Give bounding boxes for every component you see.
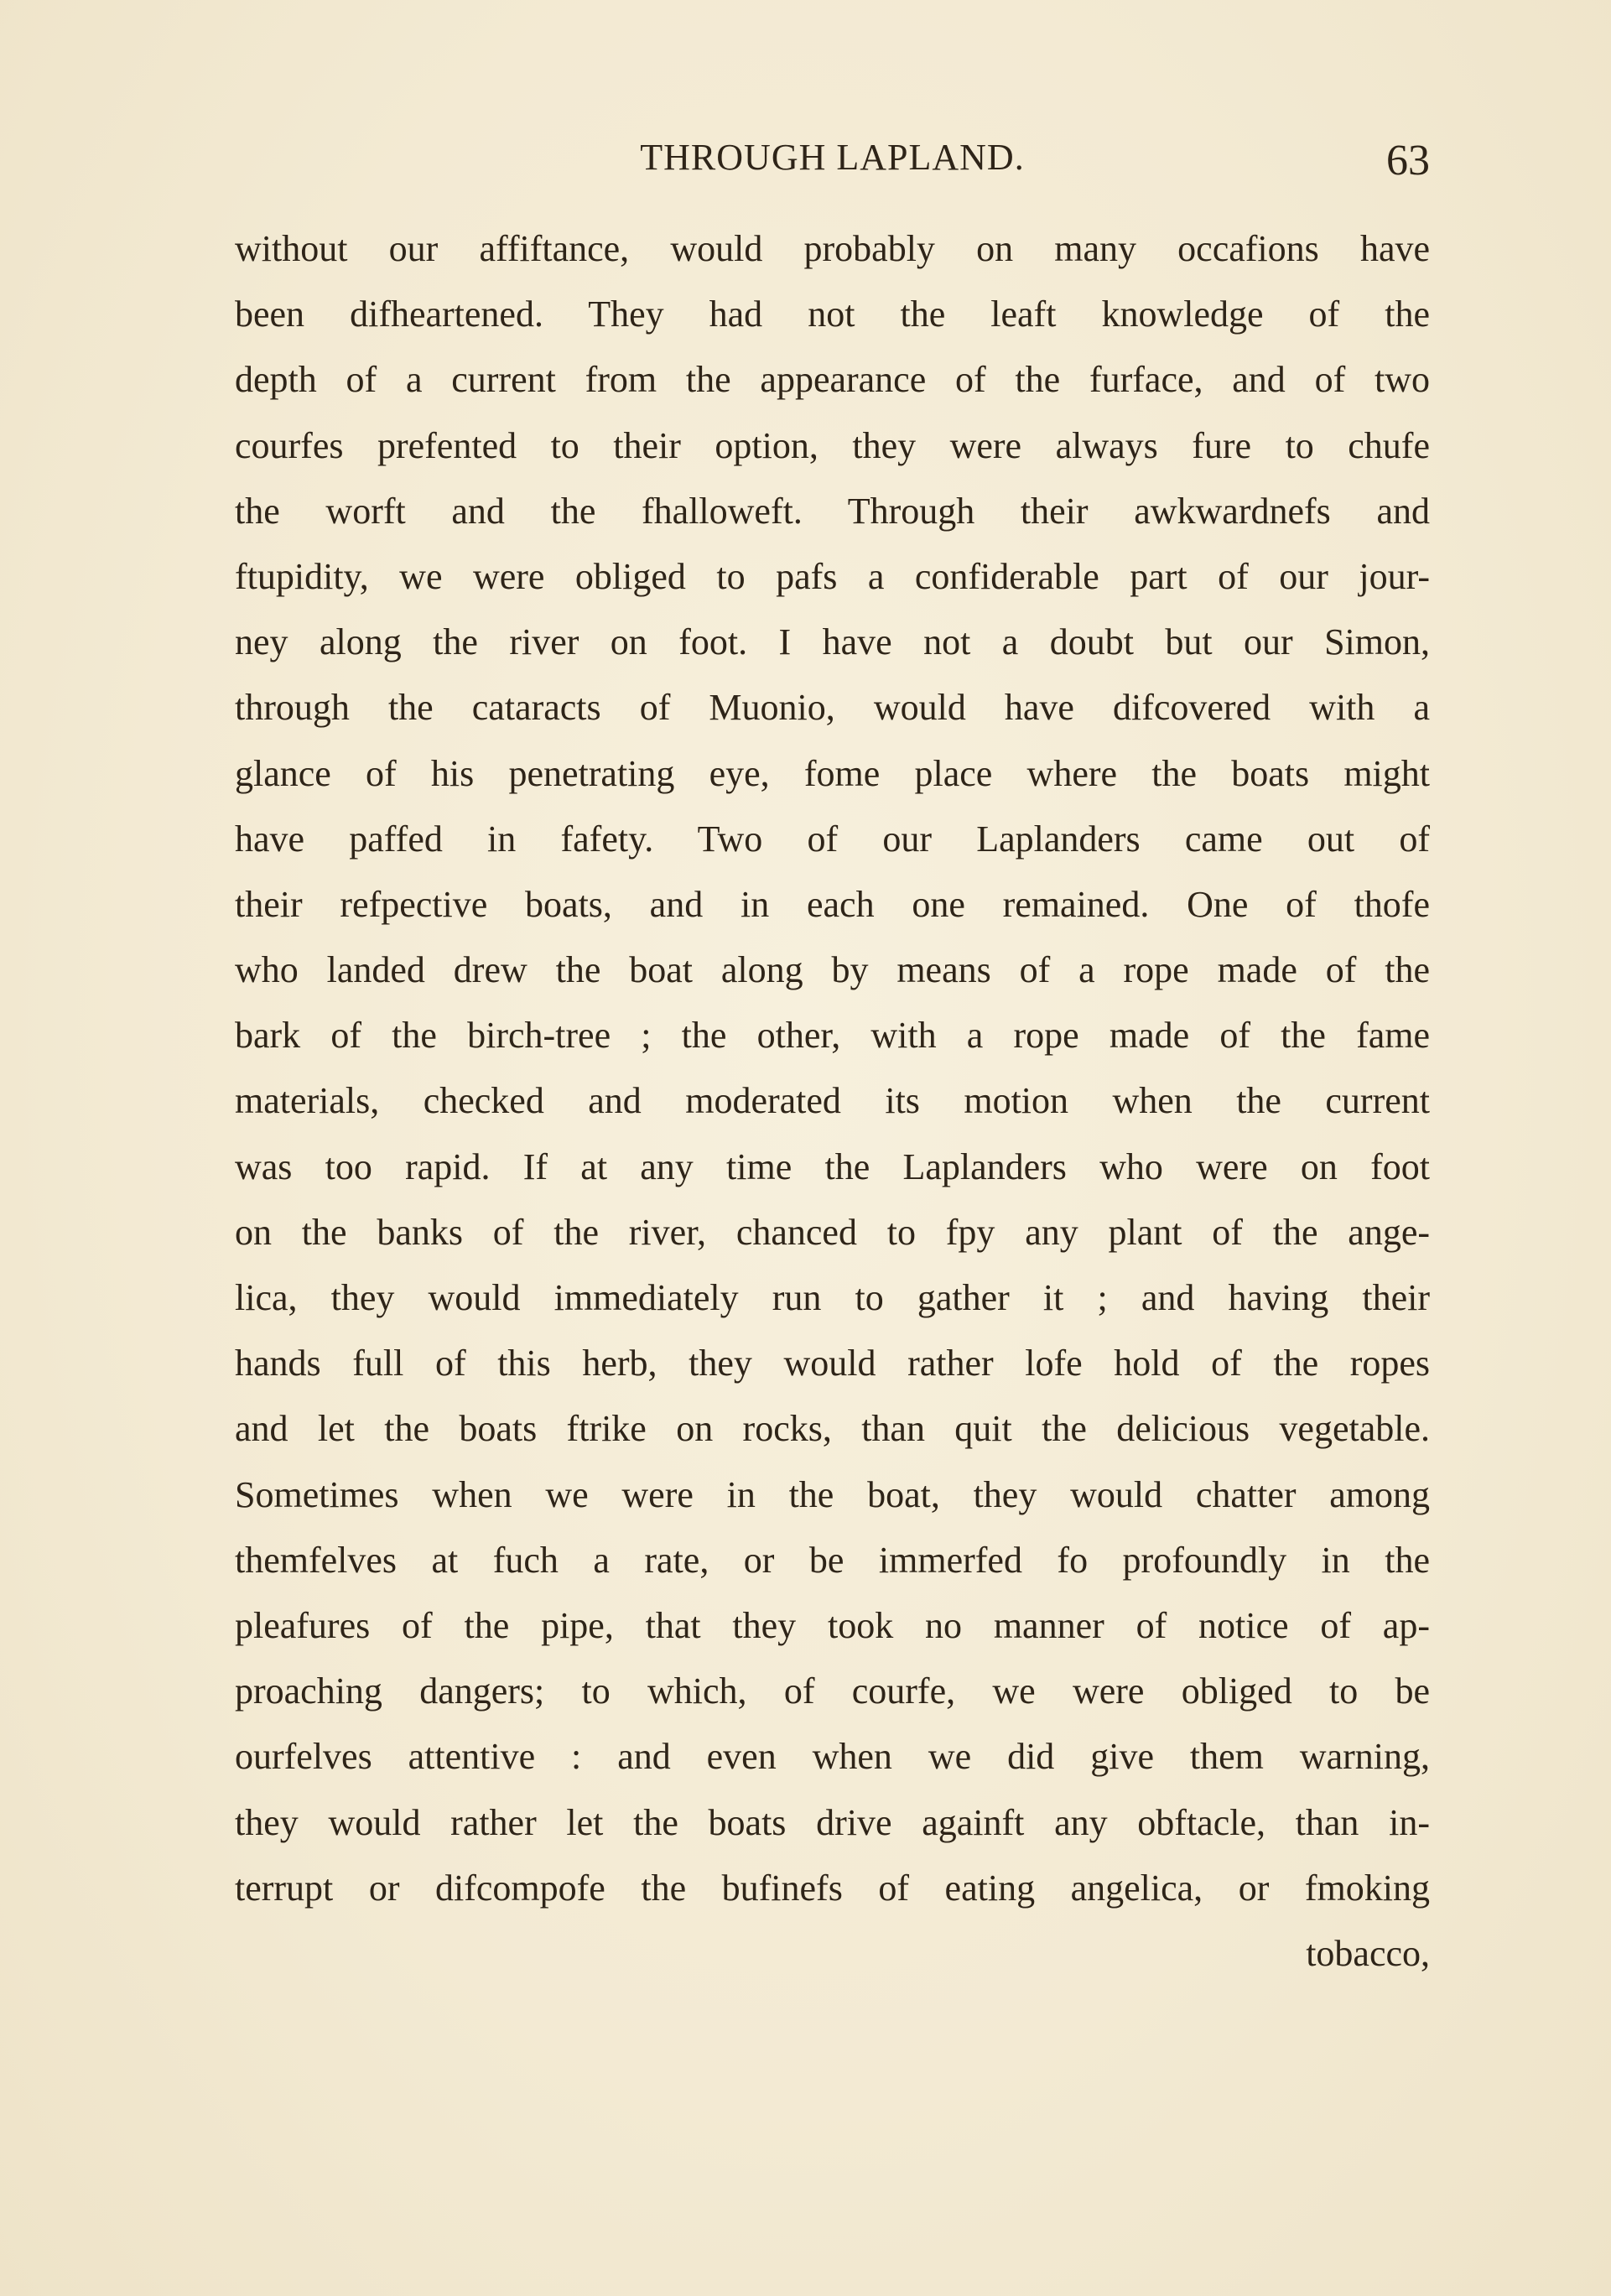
text-line: through the cataracts of Muonio, would have difcovered with a [235,687,1430,729]
running-title: THROUGH LAPLAND. [640,137,1025,178]
text-line: Sometimes when we were in the boat, they would chatter among [235,1473,1430,1515]
text-line: pleafures of the pipe, that they took no manner of notice of ap- [235,1604,1430,1646]
text-line: proaching dangers; to which, of courfe, we were obliged to be [235,1670,1430,1712]
text-line: their refpective boats, and in each one remained. One of thofe [235,883,1430,925]
text-line: have paffed in fafety. Two of our Laplanders came out of [235,818,1430,860]
page-number: 63 [1386,137,1430,184]
text-line: materials, checked and moderated its motion when the current [235,1080,1430,1122]
text-line: on the banks of the river, chanced to fpy any plant of the ange- [235,1211,1430,1253]
text-line: ftupidity, we were obliged to pafs a confiderable part of our jour- [235,555,1430,597]
text-line: glance of his penetrating eye, fome place where the boats might [235,752,1430,794]
text-line: who landed drew the boat along by means of a rope made of the [235,949,1430,991]
page-header [235,132,1430,183]
text-line: and let the boats ftrike on rocks, than quit the delicious vegetable. [235,1408,1430,1450]
text-line: was too rapid. If at any time the Laplanders who were on foot [235,1145,1430,1187]
text-line: without our affiftance, would probably on many occafions have [235,228,1430,269]
text-line: depth of a current from the appearance of the furface, and of two [235,359,1430,401]
catchword: tobacco, [1306,1932,1430,1974]
text-line: themfelves at fuch a rate, or be immerfed fo profoundly in the [235,1539,1430,1581]
text-line: terrupt or difcompofe the bufinefs of eating angelica, or fmoking [235,1867,1430,1909]
text-line: they would rather let the boats drive againft any obftacle, than in- [235,1801,1430,1843]
text-line: ney along the river on foot. I have not a doubt but our Simon, [235,621,1430,663]
text-line: been difheartened. They had not the leaft knowledge of the [235,293,1430,335]
text-line: bark of the birch-tree ; the other, with a rope made of the fame [235,1015,1430,1057]
text-line: hands full of this herb, they would rather lofe hold of the ropes [235,1343,1430,1384]
text-line: ourfelves attentive : and even when we did give them warning, [235,1736,1430,1778]
text-line: lica, they would immediately run to gather it ; and having their [235,1277,1430,1318]
text-line: courfes prefented to their option, they were always fure to chufe [235,424,1430,466]
body-text [235,216,1430,1987]
text-line: the worft and the fhalloweft. Through their awkwardnefs and [235,490,1430,532]
